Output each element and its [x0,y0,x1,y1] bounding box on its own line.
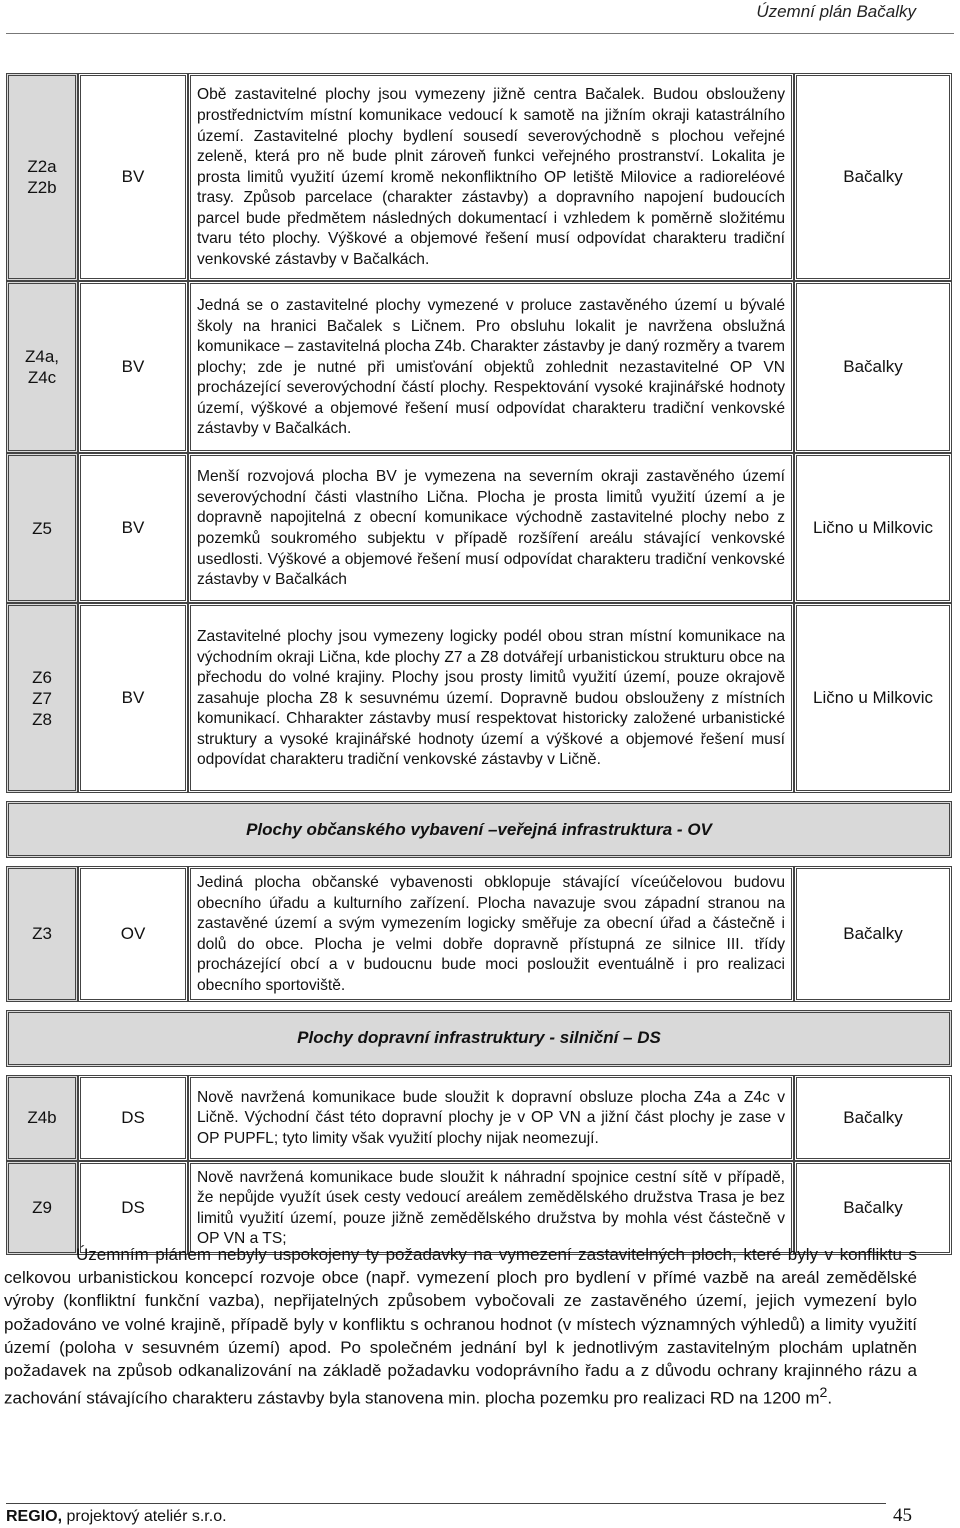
header-divider [6,33,954,34]
zone-description: Zastavitelné plochy jsou vymezeny logicky podél obou stran místní komunikace na východním okraji Lična, kde plochy Z7 a Z8 dotvářejí urbanistickou strukturu obce na přechodu do volné krajiny. Plochy jsou prosty limitů využití území, pouze okrajově zasahuje plocha Z8 k sesuvnému území. Dopravně budou obslouženy z místních komunikací. Chharakter zástavby musí respektovat historicky založené urbanistické struktury a vysoké krajinářské hodnoty území a výškové a objemové řešení musí odpovídat charakteru tradiční venkovské zástavby v Ličně. [188,603,794,793]
zone-code: Z4a, Z4c [6,281,78,453]
table-row [6,281,952,453]
zone-place: Bačalky [794,73,952,281]
table-row [6,453,952,603]
zone-place: Bačalky [794,1161,952,1255]
zone-type: BV [78,73,188,281]
zones-table [6,73,952,1255]
zone-type: DS [78,1161,188,1255]
section-title-ds: Plochy dopravní infrastruktury - silniční – DS [6,1010,952,1067]
zone-place: Bačalky [794,1075,952,1161]
zone-code: Z2a Z2b [6,73,78,281]
zone-type: DS [78,1075,188,1161]
zone-description: Obě zastavitelné plochy jsou vymezeny jižně centra Bačalek. Budou obslouženy prostřednictvím místní komunikace vedoucí k samotě na jižním okraji katastrálního území. Zastavitelné plochy bydlení sousedí severovýchodně s plochou veřejné zeleně, která pro ně bude plnit zároveň funkci veřejného prostranství. Lokalita je prosta limitů využití území kromě nekonfliktního OP letiště Milovice a radioreléové trasy. Způsob parcelace (charakter zástavby) a dopravního napojení budoucích parcel bude předmětem následných dokumentací i vzhledem k poměrně složitému tvaru této plochy. Výškové a objemové řešení musí odpovídat charakteru tradiční venkovské zástavby v Bačalkách. [188,73,794,281]
zone-description: Nově navržená komunikace bude sloužit k dopravní obsluze plocha Z4a a Z4c v Ličně. Východní část této dopravní plochy je v OP VN a jižní část plochy je zase v OP PUPFL; tyto limity však využití plochy nijak neomezují. [188,1075,794,1161]
table-row [6,866,952,1002]
zone-description: Jedná se o zastavitelné plochy vymezené v proluce zastavěného území u bývalé školy na hranici Bačalek s Ličnem. Pro obsluhu lokalit je navržena obslužná komunikace – zastavitelná plocha Z4b. Charakter zástavby je daný rozměry a tvarem plochy; zde je nutné při umisťování objektů zohlednit nezastavitelné OP VN procházející severovýchodní částí plochy. Respektování vysoké krajinářské hodnoty území, výškové a objemové řešení musí odpovídat charakteru tradiční venkovské zástavby v Bačalkách. [188,281,794,453]
table-row [6,1161,952,1255]
zone-code: Z6 Z7 Z8 [6,603,78,793]
section-title-ov: Plochy občanského vybavení –veřejná infrastruktura - OV [6,801,952,858]
table-row [6,1075,952,1161]
area-unit-superscript: 2 [819,1385,828,1402]
document-header-title: Územní plán Bačalky [756,2,916,21]
zone-code: Z9 [6,1161,78,1255]
table-row [6,73,952,281]
body-paragraph: Územním plánem nebyly uspokojeny ty požadavky na vymezení zastavitelných ploch, které byly v konfliktu s celkovou urbanistickou koncepcí rozvoje obce (např. vymezení ploch pro bydlení v přímé vazbě na areál zemědělské výroby (konfliktní funkční vazba), nepřijatelných způsobem vybočovali ze zastavěného území, jejich vymezení bylo požadováno ve volné krajině, případě byly v konfliktu s ochranou hodnot (v místech významných výhledů) a limity využití území (poloha v sesuvném území) apod. Po společném jednání byl k jednotlivým zastavitelným plochám uplatněn požadavek na způsob odkanalizování na základě požadavku vodoprávního řadu a z důvodu ochrany krajinného rázu a zachování stávajícího charakteru zástavby byla stanovena min. plocha pozemku pro realizaci RD na 1200 $m^2$. [4,1245,917,1408]
zone-type: OV [78,866,188,1002]
zone-type: BV [78,453,188,603]
zone-place: Lično u Milkovic [794,603,952,793]
zone-description: Jediná plocha občanské vybavenosti obklopuje stávající víceúčelovou budovu obecního úřadu a kulturního zařízení. Plocha navazuje svou západní stranou na zastavěné území a svým vymezením logicky směřuje za obecní úřad a částečně i dolů do obce. Plocha je velmi dobře dopravně přístupná ze silnice III. třídy procházející obcí a v budoucnu bude moci posloužit eventuálně i pro realizaci obecního sportoviště. [188,866,794,1002]
zone-place: Bačalky [794,281,952,453]
zone-code: Z5 [6,453,78,603]
section-header-row [6,801,952,858]
zone-code: Z3 [6,866,78,1002]
zone-place: Bačalky [794,866,952,1002]
zone-description: Nově navržená komunikace bude sloužit k náhradní spojnice cestní sítě v případě, že nepůjde využít úsek cesty vedoucí areálem zemědělského družstva Trasa je bez limitů využití území, pouze jižně zemědělského družstva by mohla vést částečně v OP VN a TS; [188,1161,794,1255]
footer-company: REGIO, projektový ateliér s.r.o. [6,1508,227,1525]
footer-divider [6,1503,886,1504]
zone-type: BV [78,281,188,453]
section-header-row [6,1010,952,1067]
zone-place: Lično u Milkovic [794,453,952,603]
zone-type: BV [78,603,188,793]
page-number: 45 [893,1505,912,1526]
zone-description: Menší rozvojová plocha BV je vymezena na severním okraji zastavěného území severovýchodní části vlastního Lična. Plocha je prosta limitů využití území a je dopravně napojitelná z obecní komunikace východně zastavitelné plochy nebo z pozemků soukromého subjektu v případě rozšíření areálu stávající venkovské usedlosti. Výškové a objemové řešení musí odpovídat charakteru tradiční venkovské zástavby v Bačalkách [188,453,794,603]
zone-code: Z4b [6,1075,78,1161]
table-row [6,603,952,793]
